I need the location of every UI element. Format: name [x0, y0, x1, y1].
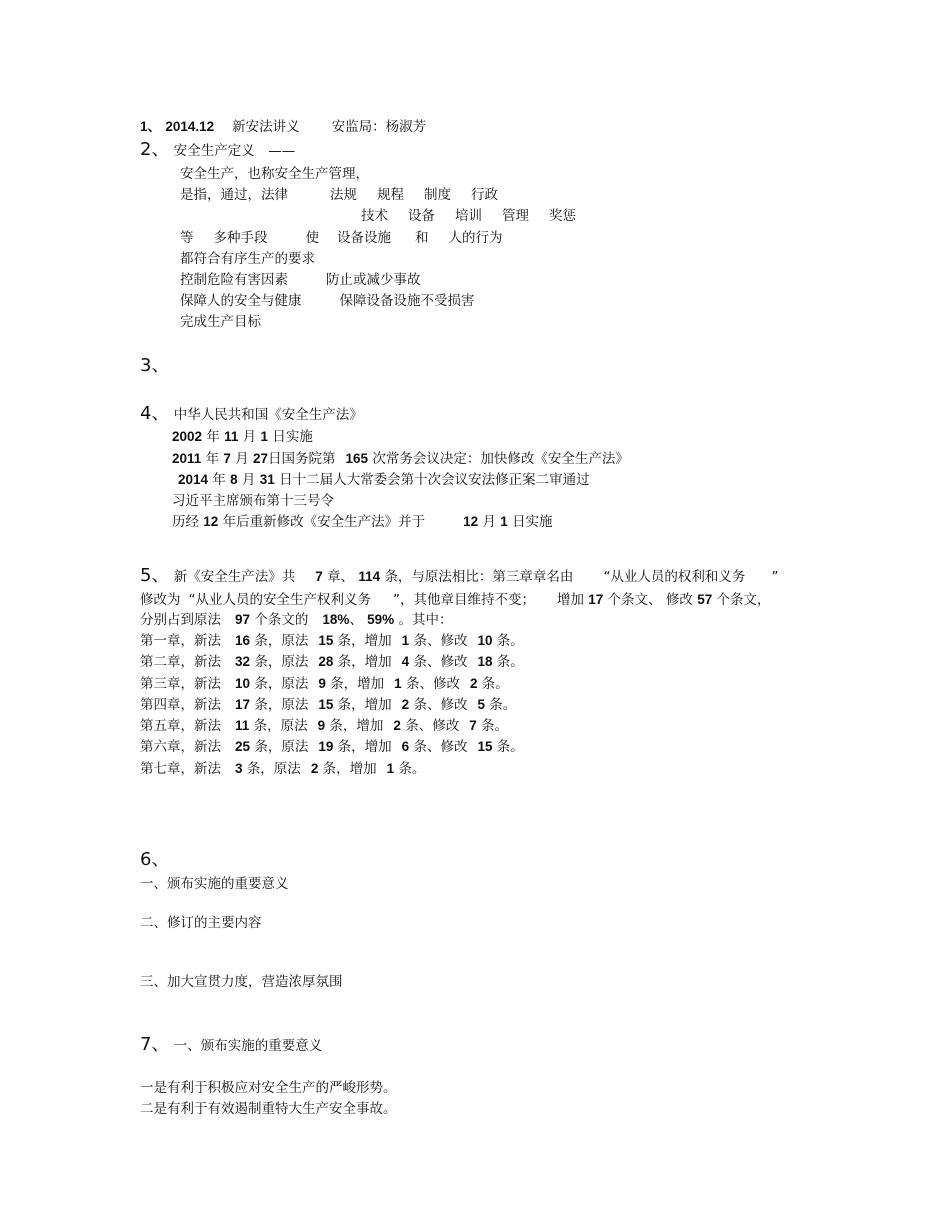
- list-item: [140, 675, 509, 693]
- new-count: 10: [235, 676, 251, 691]
- new-count: 3: [235, 761, 243, 776]
- text: 月: [241, 472, 256, 488]
- text: 条。: [496, 633, 524, 649]
- text: 条，增加: [337, 697, 392, 713]
- text: 新《安全生产法》共: [173, 569, 296, 585]
- add-count: 2: [401, 697, 410, 712]
- new-count: 32: [235, 654, 251, 669]
- section-5-para-line-1: [140, 566, 778, 586]
- section-2-title: 安全生产定义 ——: [173, 143, 296, 159]
- old-count: 15: [318, 633, 334, 648]
- text: 条。: [481, 718, 509, 734]
- term-reward-punishment: 奖惩: [549, 208, 576, 224]
- text-and: 和: [415, 230, 429, 246]
- add-count: 1: [401, 633, 410, 648]
- text: 条，原法: [253, 718, 308, 734]
- text: 次常务会议决定：加快修改《安全生产法》: [372, 451, 629, 467]
- added-percent: 18%: [322, 612, 350, 627]
- text-prevent-accidents: 防止或减少事故: [326, 272, 421, 288]
- text: “从业人员的权利和义务: [603, 569, 746, 585]
- day: 1: [260, 429, 269, 444]
- text: 增加: [557, 592, 584, 608]
- term-administration: 行政: [471, 187, 498, 203]
- text: 。其中：: [398, 612, 453, 628]
- old-count: 2: [310, 761, 319, 776]
- add-count: 4: [401, 654, 410, 669]
- day: 27: [253, 451, 269, 466]
- section-4-heading: [140, 404, 363, 424]
- section-6-number: 6、: [140, 849, 170, 870]
- text: “从业人员的安全生产权利义务: [188, 592, 371, 608]
- text: 条、修改: [413, 697, 468, 713]
- years: 12: [203, 514, 219, 529]
- significance-line-1: 一是有利于积极应对安全生产的严峻形势。: [140, 1080, 397, 1096]
- year-2011: 2011: [172, 451, 202, 466]
- text-control-hazards: 控制危险有害因素: [180, 272, 288, 288]
- history-line-1: [172, 428, 313, 446]
- chapter-name: 第三章，新法: [140, 676, 221, 692]
- text: ”: [771, 569, 779, 585]
- text: 条，增加: [330, 676, 385, 692]
- text: 年: [212, 472, 226, 488]
- list-item: [140, 717, 508, 735]
- old-count: 9: [318, 676, 326, 691]
- add-count: 1: [386, 761, 395, 776]
- added-count: 17: [588, 592, 604, 607]
- text: 条，原法: [254, 697, 309, 713]
- old-count: 28: [318, 654, 334, 669]
- section-3-number: 3、: [140, 355, 170, 376]
- section-2-heading: [140, 140, 295, 160]
- definition-line-7: [180, 292, 475, 310]
- text-make: 使: [305, 230, 319, 246]
- mod-count: 7: [469, 718, 477, 733]
- add-count: 1: [394, 676, 402, 691]
- month: 8: [230, 472, 238, 487]
- text: 、: [349, 612, 363, 628]
- mod-count: 10: [477, 633, 493, 648]
- section-1-title: 新安法讲义: [232, 119, 300, 135]
- text: 条。: [489, 697, 517, 713]
- chapter-name: 第六章，新法: [140, 739, 221, 755]
- text: 条，原法: [254, 633, 309, 649]
- text: ”，其他章目维持不变；: [393, 592, 535, 608]
- text-behavior: 人的行为: [448, 230, 503, 246]
- term-rules: 规程: [377, 187, 404, 203]
- text: 条，原法: [254, 739, 309, 755]
- year-2014: 2014: [178, 472, 209, 487]
- text: 条。: [496, 739, 524, 755]
- day: 31: [259, 472, 275, 487]
- add-count: 2: [393, 718, 401, 733]
- chapter-name: 第四章，新法: [140, 697, 221, 713]
- term-training: 培训: [455, 208, 482, 224]
- text: 章、: [327, 569, 355, 585]
- text: 条，增加: [322, 761, 377, 777]
- list-item: [140, 632, 524, 650]
- text: 个条文、 修改: [607, 592, 693, 608]
- definition-line-4: [180, 229, 503, 247]
- year-2002: 2002: [172, 429, 203, 444]
- add-count: 6: [401, 739, 410, 754]
- list-item: [140, 653, 524, 671]
- list-item: [140, 696, 516, 714]
- history-line-2: [172, 450, 629, 468]
- text-deng: 等: [180, 230, 194, 246]
- new-count: 25: [235, 739, 251, 754]
- text: 条。: [398, 761, 426, 777]
- section-7-number: 7、: [140, 1034, 170, 1055]
- text: 条，与原法相比：第三章章名由: [384, 569, 574, 585]
- chapter-name: 第五章，新法: [140, 718, 221, 734]
- text: 年: [205, 451, 220, 467]
- section-1-author: 安监局：杨淑芳: [331, 119, 427, 135]
- text: 日实施: [272, 429, 313, 445]
- section-4-number: 4、: [140, 403, 170, 424]
- text-facilities: 设备设施: [337, 230, 391, 246]
- text: 日十二届人大常委会第十次会议安法修正案二审通过: [279, 472, 590, 488]
- modified-count: 57: [697, 592, 713, 607]
- text: 条、修改: [413, 633, 468, 649]
- mod-count: 15: [477, 739, 493, 754]
- month: 12: [463, 514, 479, 529]
- term-equipment: 设备: [408, 208, 435, 224]
- text: 月: [235, 451, 249, 467]
- outline-item-2: 二、修订的主要内容: [140, 915, 262, 931]
- definition-line-5: 都符合有序生产的要求: [180, 251, 315, 267]
- text: 条、修改: [413, 654, 468, 670]
- text: 月: [242, 429, 257, 445]
- new-count: 17: [235, 697, 251, 712]
- month: 7: [223, 451, 231, 466]
- text: 条。: [496, 654, 524, 670]
- text-means: 多种手段: [213, 230, 268, 246]
- list-item: [140, 760, 425, 778]
- mod-count: 5: [477, 697, 485, 712]
- old-count: 15: [318, 697, 334, 712]
- text: 条，原法: [254, 676, 309, 692]
- text: 条。: [481, 676, 509, 692]
- section-7-title: 一、颁布实施的重要意义: [173, 1038, 323, 1054]
- month: 11: [224, 429, 239, 444]
- section-5-number: 5、: [140, 565, 170, 586]
- definition-line-2: [180, 186, 498, 204]
- section-4-title: 中华人民共和国《安全生产法》: [173, 407, 363, 423]
- definition-line-8: 完成生产目标: [180, 314, 261, 330]
- mod-count: 18: [477, 654, 493, 669]
- text: 条，增加: [329, 718, 384, 734]
- new-count: 16: [235, 633, 251, 648]
- session-number: 165: [345, 451, 369, 466]
- chapter-name: 第二章，新法: [140, 654, 221, 670]
- outline-item-1: 一、颁布实施的重要意义: [140, 876, 289, 892]
- history-line-3: [178, 471, 590, 489]
- text: 月: [482, 514, 496, 530]
- text: 条、修改: [405, 718, 460, 734]
- text: 个条文的: [254, 612, 309, 628]
- text: 年: [206, 429, 220, 445]
- history-line-4: 习近平主席颁布第十三号令: [172, 493, 334, 509]
- chapter-name: 第一章，新法: [140, 633, 221, 649]
- significance-line-2: 二是有利于有效遏制重特大生产安全事故。: [140, 1101, 397, 1117]
- section-2-number: 2、: [140, 139, 170, 160]
- text: 条、修改: [405, 676, 460, 692]
- text: 条，原法: [254, 654, 309, 670]
- section-1-date: 2014.12: [165, 119, 215, 134]
- old-count: 9: [317, 718, 326, 733]
- text: 个条文，: [716, 592, 771, 608]
- chapter-name: 第七章，新法: [140, 761, 221, 777]
- article-count: 114: [358, 569, 381, 584]
- old-count: 19: [318, 739, 334, 754]
- section-1-line: [140, 118, 426, 136]
- term-law: 是指，通过，法律: [180, 187, 288, 203]
- section-7-heading: [140, 1035, 322, 1055]
- section-1-number: 1、: [140, 119, 162, 134]
- text: 条，增加: [337, 739, 392, 755]
- definition-line-1: 安全生产，也称安全生产管理，: [180, 166, 369, 182]
- text: 日实施: [512, 514, 553, 530]
- text-protect-equipment: 保障设备设施不受损害: [339, 293, 475, 309]
- text: 日国务院第: [268, 451, 336, 467]
- text: 分别占到原法: [140, 612, 221, 628]
- term-regulation: 法规: [330, 187, 357, 203]
- new-count: 11: [235, 718, 250, 733]
- definition-line-3: [361, 207, 576, 225]
- modified-percent: 59%: [367, 612, 395, 627]
- text: 历经: [172, 514, 199, 530]
- text: 年后重新修改《安全生产法》并于: [222, 514, 426, 530]
- section-5-para-line-2: [140, 591, 771, 609]
- text-protect-people: 保障人的安全与健康: [180, 293, 302, 309]
- term-system: 制度: [424, 187, 451, 203]
- term-technology: 技术: [361, 208, 388, 224]
- text: 条，增加: [337, 633, 392, 649]
- term-management: 管理: [502, 208, 529, 224]
- definition-line-6: [180, 271, 421, 289]
- section-5-para-line-3: [140, 611, 452, 629]
- text: 条，增加: [337, 654, 392, 670]
- outline-item-3: 三、加大宣贯力度，营造浓厚氛围: [140, 974, 343, 990]
- chapter-count: 7: [315, 569, 323, 584]
- text: 条，原法: [246, 761, 301, 777]
- list-item: [140, 738, 524, 756]
- day: 1: [500, 514, 508, 529]
- original-count: 97: [235, 612, 251, 627]
- history-line-5: [172, 513, 553, 531]
- mod-count: 2: [469, 676, 478, 691]
- text: 修改为: [140, 592, 181, 608]
- text: 条、修改: [413, 739, 468, 755]
